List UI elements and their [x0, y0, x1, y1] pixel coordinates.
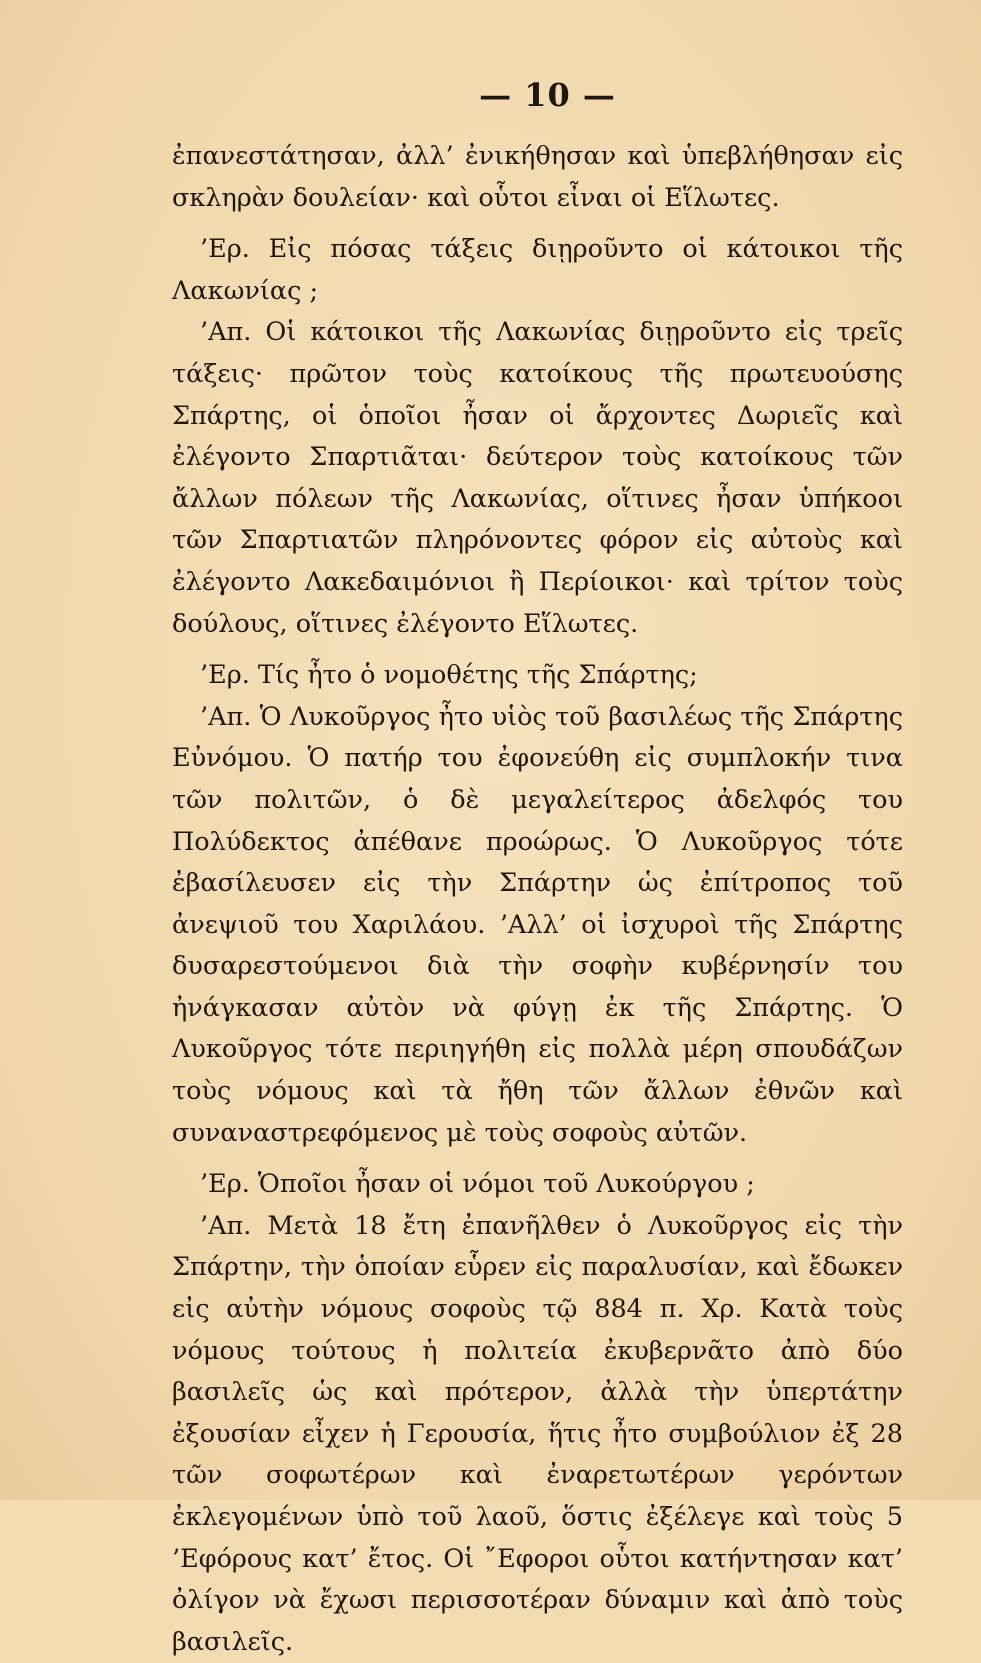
- paragraph-continuation: ἐπανεστάτησαν, ἀλλ’ ἐνικήθησαν καὶ ὑπεβλήθησαν εἰς σκληρὰν δουλείαν· καὶ οὗτοι εἶναι οἱ Εἵλωτες.: [172, 141, 903, 213]
- answer-lawgiver: ’Απ. Ὁ Λυκοῦργος ἦτο υἱὸς τοῦ βασιλέως τῆς Σπάρτης Εὐνόμου. Ὁ πατήρ του ἐφονεύθη εἰς συμπλοκήν τινα τῶν πολιτῶν, ὁ δὲ μεγαλείτερος ἀδελφός του Πολύδεκτος ἀπέθανε προώρως. Ὁ Λυκοῦργος τότε ἐβασίλευσεν εἰς τὴν Σπάρτην ὡς ἐπίτροπος τοῦ ἀνεψιοῦ του Χαριλάου. ’Αλλ’ οἱ ἰσχυροὶ τῆς Σπάρτης δυσαρεστούμενοι διὰ τὴν σοφὴν κυβέρνησίν του ἠνάγκασαν αὐτὸν νὰ φύγῃ ἐκ τῆς Σπάρτης. Ὁ Λυκοῦργος τότε περιηγήθη εἰς πολλὰ μέρη σπουδάζων τοὺς νόμους καὶ τὰ ἤθη τῶν ἄλλων ἐθνῶν καὶ συναναστρεφόμενος μὲ τοὺς σοφοὺς αὐτῶν.: [172, 701, 903, 1148]
- page-number: — 10 —: [479, 76, 616, 114]
- question-lawgiver: ’Ερ. Τίς ἦτο ὁ νομοθέτης τῆς Σπάρτης;: [200, 660, 698, 691]
- question-classes: ’Ερ. Εἰς πόσας τάξεις διῃροῦντο οἱ κάτοικοι τῆς Λακωνίας ;: [172, 234, 903, 306]
- page-text: [172, 136, 903, 1663]
- answer-laws: ’Απ. Μετὰ 18 ἔτη ἐπανῆλθεν ὁ Λυκοῦργος εἰς τὴν Σπάρτην, τὴν ὁποίαν εὗρεν εἰς παραλυσίαν, καὶ ἔδωκεν εἰς αὐτὴν νόμους σοφοὺς τῷ 884 π. Χρ. Κατὰ τοὺς νόμους τούτους ἡ πολιτεία ἐκυβερνᾶτο ἀπὸ δύο βασιλεῖς ὡς καὶ πρότερον, ἀλλὰ τὴν ὑπερτάτην ἐξουσίαν εἶχεν ἡ Γερουσία, ἥτις ἦτο συμβούλιον ἐξ 28 τῶν σοφωτέρων καὶ ἐναρετωτέρων γερόντων ἐκλεγομένων ὑπὸ τοῦ λαοῦ, ὅστις ἐξέλεγε καὶ τοὺς 5 ’Εφόρους κατ’ ἔτος. Οἱ ῎Εφοροι οὗτοι κατήντησαν κατ’ ὀλίγον νὰ ἔχωσι περισσοτέραν δύναμιν καὶ ἀπὸ τοὺς βασιλεῖς.: [172, 1210, 903, 1657]
- question-laws: ’Ερ. Ὁποῖοι ἦσαν οἱ νόμοι τοῦ Λυκούργου ;: [200, 1169, 755, 1200]
- answer-classes: ’Απ. Οἱ κάτοικοι τῆς Λακωνίας διῃροῦντο εἰς τρεῖς τάξεις· πρῶτον τοὺς κατοίκους τῆς πρωτευούσης Σπάρτης, οἱ ὁποῖοι ἦσαν οἱ ἄρχοντες Δωριεῖς καὶ ἐλέγοντο Σπαρτιᾶται· δεύτερον τοὺς κατοίκους τῶν ἄλλων πόλεων τῆς Λακωνίας, οἵτινες ἦσαν ὑπήκοοι τῶν Σπαρτιατῶν πληρόνοντες φόρον εἰς αὐτοὺς καὶ ἐλέγοντο Λακεδαιμόνιοι ἢ Περίοικοι· καὶ τρίτον τοὺς δούλους, οἵτινες ἐλέγοντο Εἵλωτες.: [172, 317, 903, 639]
